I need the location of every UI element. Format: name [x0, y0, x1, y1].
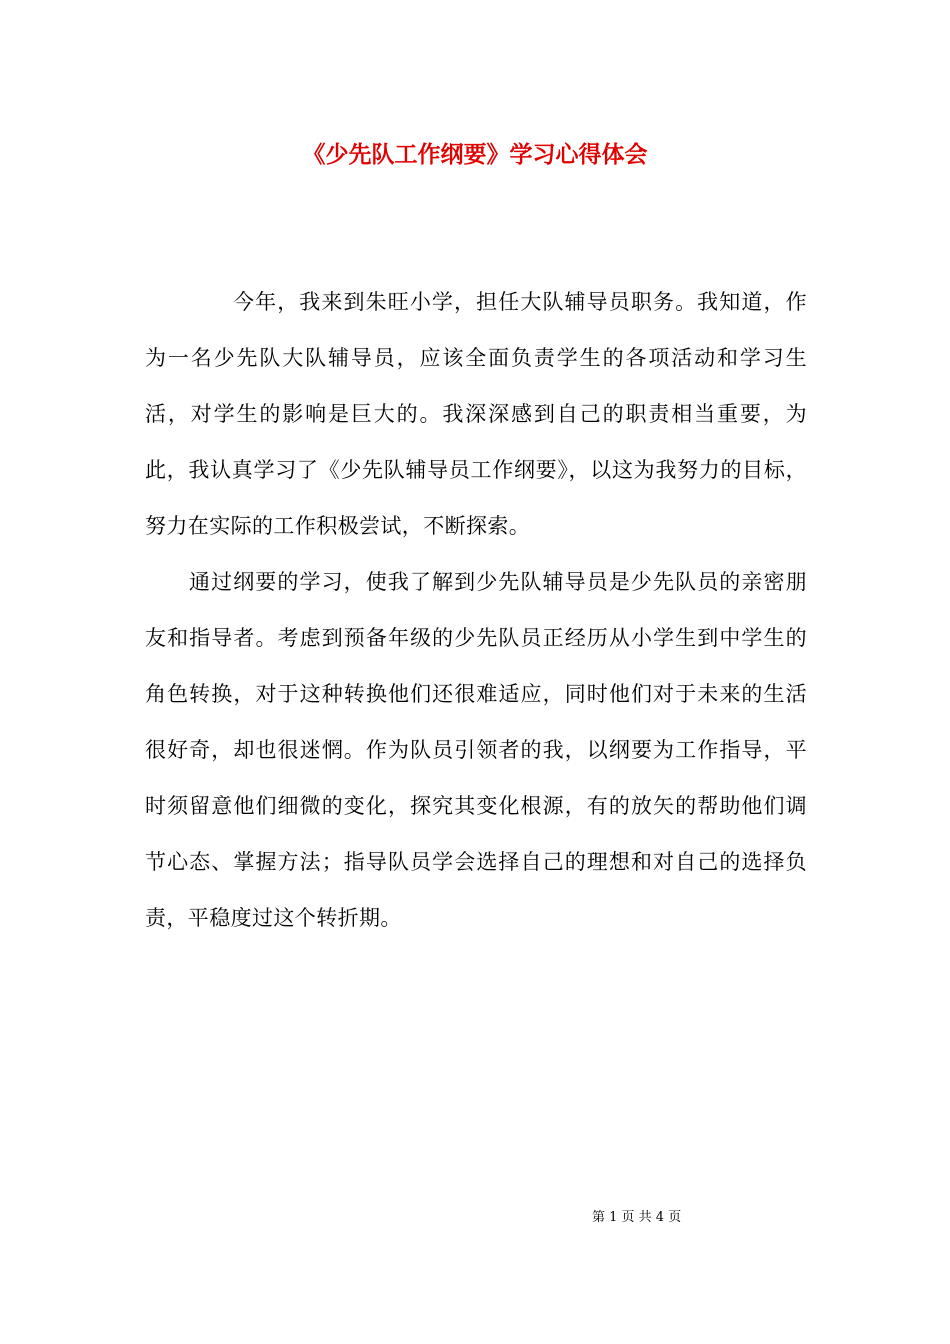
page-footer: 第 1 页 共 4 页 [592, 1210, 682, 1225]
document-body [145, 274, 807, 946]
document-title: 《少先队工作纲要》学习心得体会 [302, 141, 648, 168]
paragraph-1: 今年，我来到朱旺小学，担任大队辅导员职务。我知道，作为一名少先队大队辅导员，应该全面负责学生的各项活动和学习生活，对学生的影响是巨大的。我深深感到自己的职责相当重要，为此，我认真学习了《少先队辅导员工作纲要》，以这为我努力的目标，努力在实际的工作积极尝试，不断探索。 [145, 290, 807, 538]
paragraph-2: 通过纲要的学习，使我了解到少先队辅导员是少先队员的亲密朋友和指导者。考虑到预备年级的少先队员正经历从小学生到中学生的角色转换，对于这种转换他们还很难适应，同时他们对于未来的生活很好奇，却也很迷惘。作为队员引领者的我，以纲要为工作指导，平时须留意他们细微的变化，探究其变化根源，有的放矢的帮助他们调节心态、掌握方法；指导队员学会选择自己的理想和对自己的选择负责，平稳度过这个转折期。 [145, 570, 807, 930]
